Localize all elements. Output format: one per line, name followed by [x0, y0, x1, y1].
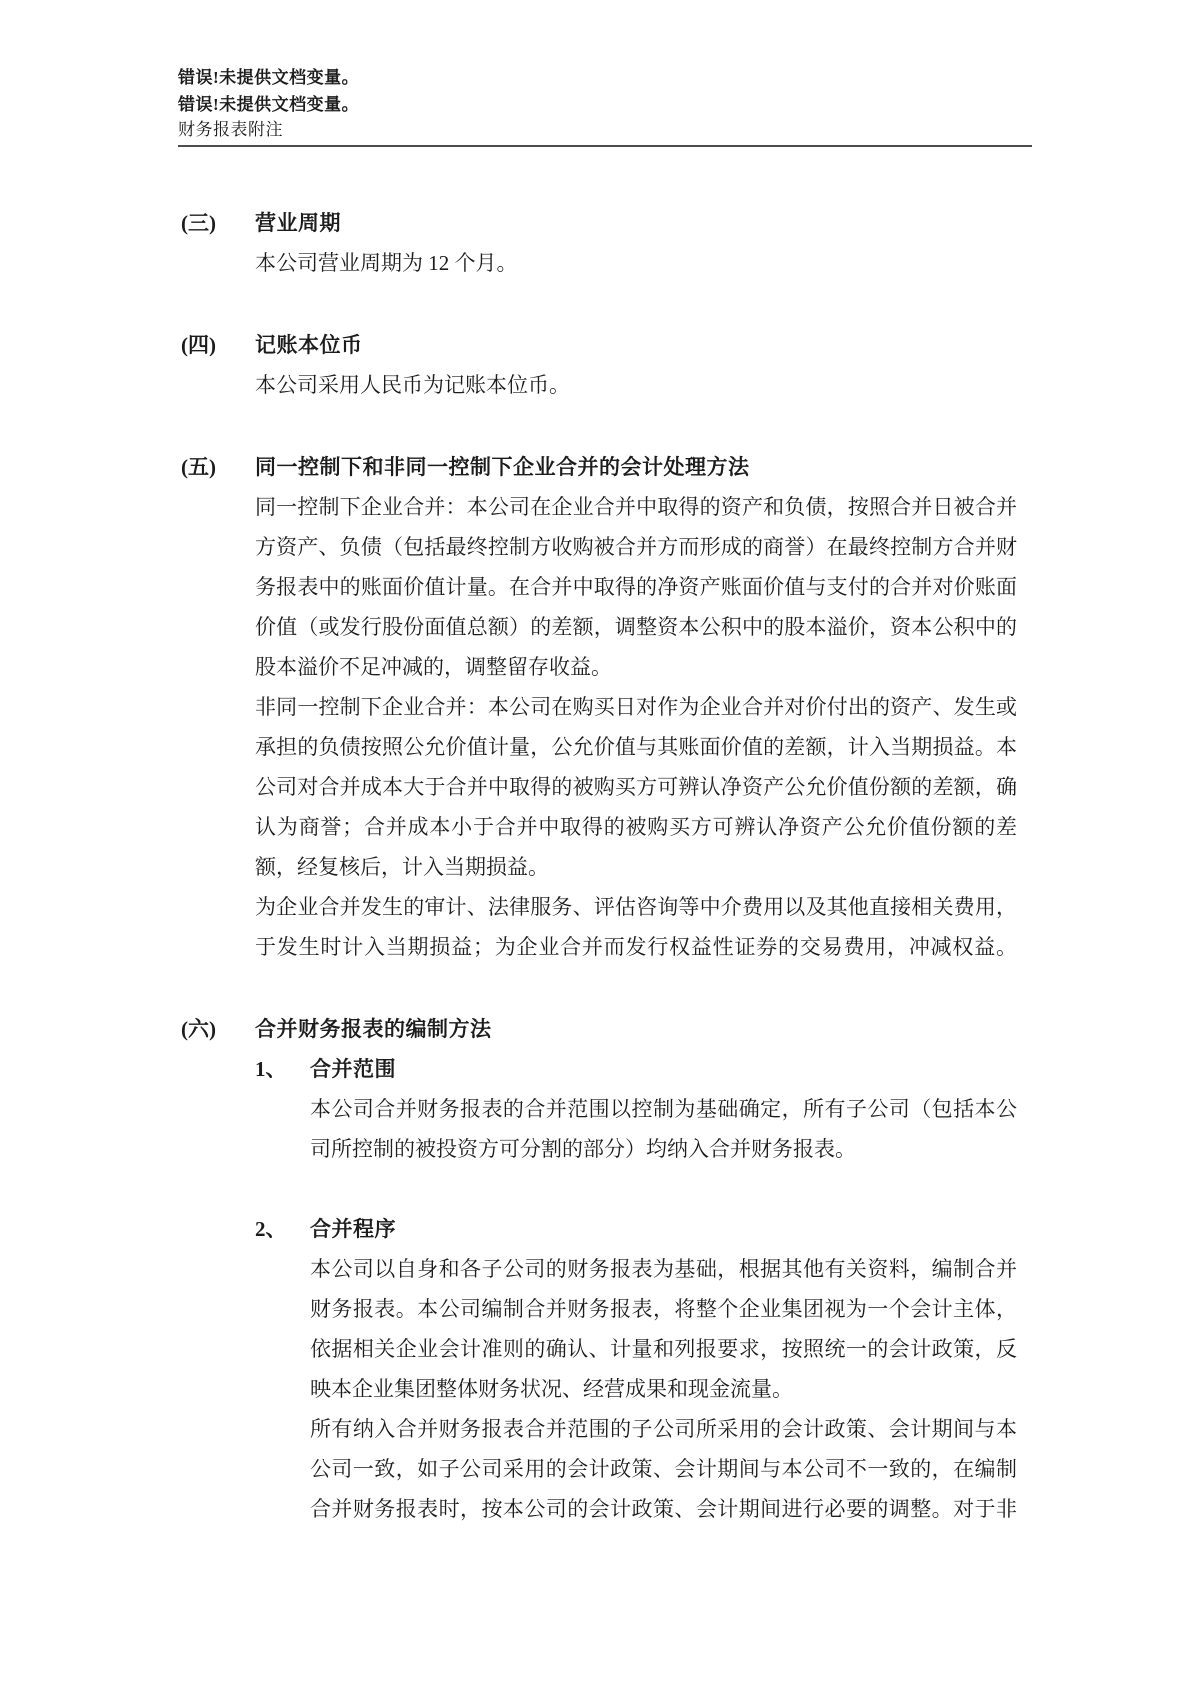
text-line: 方资产、负债（包括最终控制方收购被合并方而形成的商誉）在最终控制方合并财: [255, 535, 1017, 559]
section: [0, 447, 1200, 967]
text-line: 非同一控制下企业合并：本公司在购买日对作为企业合并对价付出的资产、发生或: [255, 695, 1017, 719]
text-line: 本公司采用人民币为记账本位币。: [255, 373, 570, 397]
section-body: [255, 365, 1017, 405]
text-line: 本公司营业周期为 12 个月。: [255, 251, 518, 275]
section-label: (三): [181, 211, 216, 235]
section: [0, 1009, 1200, 1529]
section-label: (五): [181, 455, 216, 479]
subsection-title: 合并程序: [310, 1217, 396, 1241]
subsection-heading: [0, 1209, 1200, 1249]
paragraph: [255, 687, 1017, 887]
text-line: 映本企业集团整体财务状况、经营成果和现金流量。: [310, 1377, 793, 1401]
section-label: (四): [181, 333, 216, 357]
section-body: [255, 487, 1017, 967]
text-line: 同一控制下企业合并：本公司在企业合并中取得的资产和负债，按照合并日被合并: [255, 495, 1017, 519]
text-line: 价值（或发行股份面值总额）的差额，调整资本公积中的股本溢价，资本公积中的: [255, 615, 1017, 639]
text-line: 司所控制的被投资方可分割的部分）均纳入合并财务报表。: [310, 1137, 856, 1161]
text-line: 额，经复核后，计入当期损益。: [255, 855, 549, 879]
text-line: 股本溢价不足冲减的，调整留存收益。: [255, 655, 612, 679]
section-title: 合并财务报表的编制方法: [255, 1017, 492, 1041]
text-line: 本公司合并财务报表的合并范围以控制为基础确定，所有子公司（包括本公: [310, 1097, 1017, 1121]
text-line: 务报表中的账面价值计量。在合并中取得的净资产账面价值与支付的合并对价账面: [255, 575, 1017, 599]
text-line: 于发生时计入当期损益；为企业合并而发行权益性证券的交易费用，冲减权益。: [255, 935, 1017, 959]
section-heading: [0, 1009, 1200, 1049]
section-body: [255, 243, 1017, 283]
header-error-line-1: 错误!未提供文档变量。: [178, 68, 360, 87]
text-line: 为企业合并发生的审计、法律服务、评估咨询等中介费用以及其他直接相关费用，: [255, 895, 1017, 919]
paragraph: [255, 243, 1017, 283]
text-line: 认为商誉；合并成本小于合并中取得的被购买方可辨认净资产公允价值份额的差: [255, 815, 1017, 839]
subsection-heading: [0, 1049, 1200, 1089]
text-line: 财务报表。本公司编制合并财务报表，将整个企业集团视为一个会计主体，: [310, 1297, 1017, 1321]
text-line: 所有纳入合并财务报表合并范围的子公司所采用的会计政策、会计期间与本: [310, 1417, 1017, 1441]
paragraph: [255, 487, 1017, 687]
section-heading: [0, 325, 1200, 365]
section-title: 记账本位币: [255, 333, 363, 357]
subsection-title: 合并范围: [310, 1057, 396, 1081]
text-line: 依据相关企业会计准则的确认、计量和列报要求，按照统一的会计政策，反: [310, 1337, 1017, 1361]
subsection: [0, 1049, 1200, 1169]
section-title: 营业周期: [255, 211, 341, 235]
section-heading: [0, 203, 1200, 243]
text-line: 公司一致，如子公司采用的会计政策、会计期间与本公司不一致的，在编制: [310, 1457, 1017, 1481]
subsection-label: 1、: [255, 1057, 287, 1081]
header-error-line-2: 错误!未提供文档变量。: [178, 95, 360, 114]
paragraph: [310, 1089, 1017, 1169]
subsection-label: 2、: [255, 1217, 287, 1241]
text-line: 公司对合并成本大于合并中取得的被购买方可辨认净资产公允价值份额的差额，确: [255, 775, 1017, 799]
section: [0, 325, 1200, 405]
subsection: [0, 1209, 1200, 1529]
header-doc-title: 财务报表附注: [178, 120, 283, 139]
paragraph: [310, 1409, 1017, 1529]
paragraph: [255, 365, 1017, 405]
subsection-body: [310, 1249, 1017, 1529]
paragraph: [310, 1249, 1017, 1409]
text-line: 合并财务报表时，按本公司的会计政策、会计期间进行必要的调整。对于非: [310, 1497, 1017, 1521]
text-line: 承担的负债按照公允价值计量，公允价值与其账面价值的差额，计入当期损益。本: [255, 735, 1017, 759]
paragraph: [255, 887, 1017, 967]
text-line: 本公司以自身和各子公司的财务报表为基础，根据其他有关资料，编制合并: [310, 1257, 1017, 1281]
section-label: (六): [181, 1017, 216, 1041]
section-title: 同一控制下和非同一控制下企业合并的会计处理方法: [255, 455, 750, 479]
section: [0, 203, 1200, 283]
section-heading: [0, 447, 1200, 487]
subsection-body: [310, 1089, 1017, 1169]
